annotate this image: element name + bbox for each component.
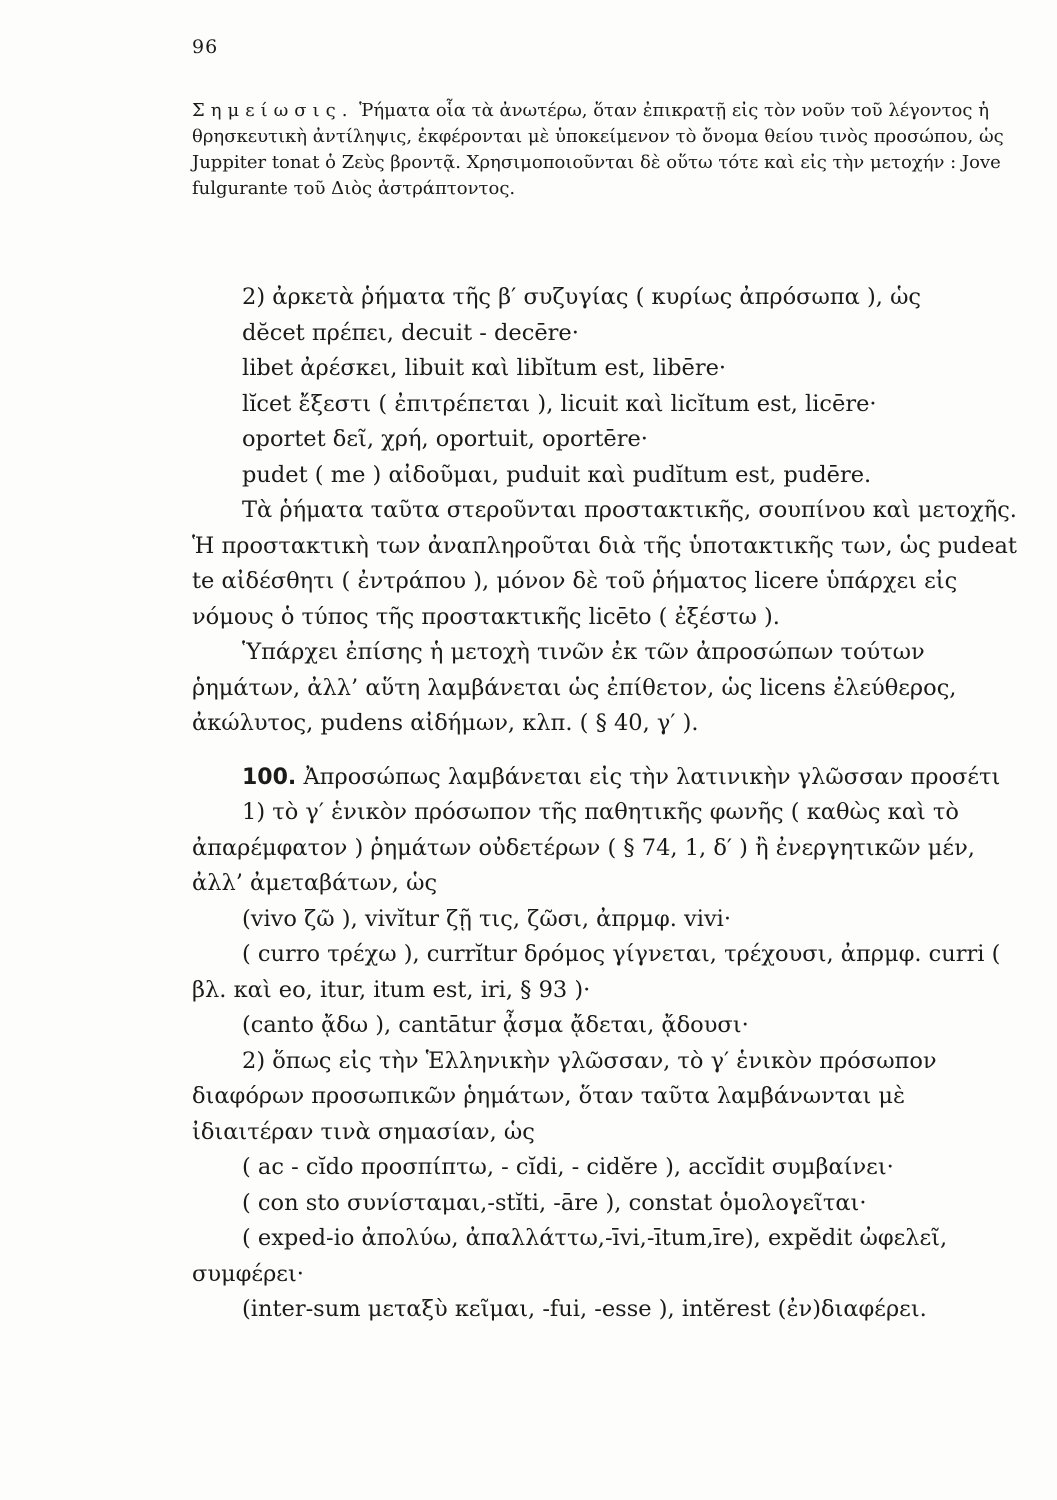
note-label: Σημείωσις. <box>192 100 354 121</box>
section-number: 100. <box>242 764 297 790</box>
section-heading-text: Ἀπροσώπως λαμβάνεται εἰς τὴν λατινικὴν γλῶσσαν προσέτι <box>303 763 1001 790</box>
verb-line: (inter-sum μεταξὺ κεῖμαι, -fui, -esse ), intĕrest (ἐν)διαφέρει. <box>242 1296 927 1322</box>
verb-line: (vivo ζῶ ), vivĭtur ζῇ τις, ζῶσι, ἀπρμφ. vivi· <box>242 905 732 932</box>
verb-line: ( curro τρέχω ), currĭtur δρόμος γίγνεται, τρέχουσι, ἀπρμφ. curri ( βλ. καὶ eo, itur, itum est, iri, § 93 )· <box>192 941 1001 1003</box>
paragraph: Ὑπάρχει ἐπίσης ἡ μετοχὴ τινῶν ἐκ τῶν ἀπροσώπων τούτων ῥημάτων, ἀλλ’ αὕτη λαμβάνεται ὡς ἐπίθετον, ὡς licens ἐλεύθερος, ἀκώλυτος, pudens αἰδήμων, κλπ. ( § 40, γ′ ). <box>192 639 957 736</box>
verb-line: ( ac - cĭdo προσπίπτω, - cĭdi, - cidĕre ), accĭdit συμβαίνει· <box>242 1154 894 1180</box>
item-2-heading: 2) ἀρκετὰ ῥήματα τῆς β′ συζυγίας ( κυρίως ἀπρόσωπα ), ὡς <box>242 284 922 310</box>
note-paragraph <box>192 98 1020 202</box>
paragraph: 1) τὸ γ′ ἑνικὸν πρόσωπον τῆς παθητικῆς φωνῆς ( καθὼς καὶ τὸ ἀπαρέμφατον ) ῥημάτων οὐδετέρων ( § 74, 1, δ′ ) ἢ ἐνεργητικῶν μέν, ἀλλ’ ἀμεταβάτων, ὡς <box>192 799 975 896</box>
verb-line: (canto ᾄδω ), cantātur ᾆσμα ᾄδεται, ᾄδουσι· <box>242 1012 749 1038</box>
page-number: 96 <box>192 36 219 58</box>
note-text: Ῥήματα οἷα τὰ ἀνωτέρω, ὅταν ἐπικρατῇ εἰς τὸν νοῦν τοῦ λέγοντος ἡ θρησκευτικὴ ἀντίληψις, ἐκφέρονται μὲ ὑποκείμενον τὸ ὄνομα θείου τινὸς προσώπου, ὡς Juppiter tonat ὁ Ζεὺς βροντᾷ. Χρησιμοποιοῦνται δὲ οὕτω τότε καὶ εἰς τὴν μετοχήν : Jove fulgurante τοῦ Διὸς ἀστράπτοντος. <box>192 100 1004 199</box>
verb-line: lĭcet ἔξεστι ( ἐπιτρέπεται ), licuit καὶ licĭtum est, licēre· <box>242 390 877 417</box>
section-100-heading <box>192 760 1032 796</box>
verb-line: dĕcet πρέπει, decuit - decēre· <box>242 319 579 346</box>
verb-line: oportet δεῖ, χρή, oportuit, oportēre· <box>242 426 648 452</box>
main-text <box>192 280 1032 1328</box>
paragraph: 2) ὅπως εἰς τὴν Ἑλληνικὴν γλῶσσαν, τὸ γ′ ἑνικὸν πρόσωπον διαφόρων προσωπικῶν ῥημάτων, ὅταν ταῦτα λαμβάνωνται μὲ ἰδιαιτέραν τινὰ σημασίαν, ὡς <box>192 1047 937 1145</box>
verb-line: ( exped-io ἀπολύω, ἀπαλλάττω,-īvi,-ītum,īre), expĕdit ὠφελεῖ, συμφέρει· <box>192 1225 948 1287</box>
verb-line: libet ἀρέσκει, libuit καὶ libĭtum est, libēre· <box>242 355 727 381</box>
verb-line: pudet ( me ) αἰδοῦμαι, puduit καὶ pudĭtum est, pudēre. <box>242 461 872 488</box>
paragraph: Τὰ ῥήματα ταῦτα στεροῦνται προστακτικῆς, σουπίνου καὶ μετοχῆς. Ἡ προστακτικὴ των ἀναπληροῦται διὰ τῆς ὑποτακτικῆς των, ὡς pudeat te αἰδέσθητι ( ἐντράπου ), μόνον δὲ τοῦ ῥήματος licere ὑπάρχει εἰς νόμους ὁ τύπος τῆς προστακτικῆς licēto ( ἐξέστω ). <box>192 497 1017 630</box>
verb-line: ( con sto συνίσταμαι,-stĭti, -āre ), constat ὁμολογεῖται· <box>242 1189 867 1216</box>
